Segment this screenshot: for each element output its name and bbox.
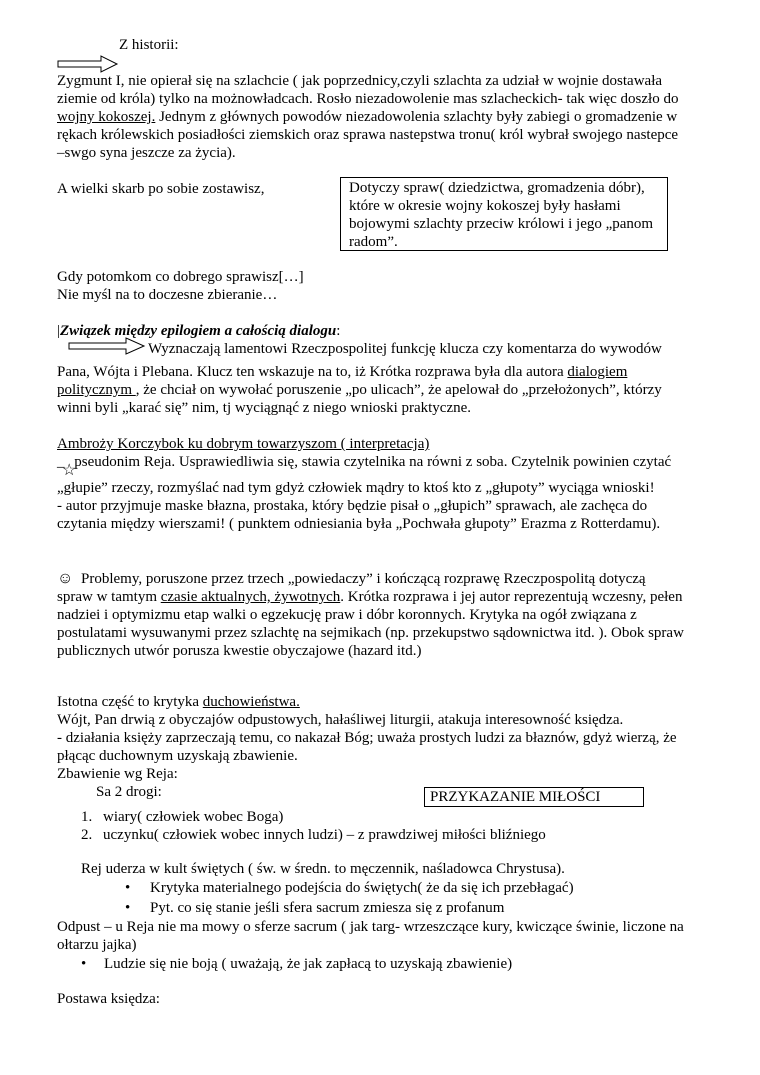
history-line-4: rękach królewskich posiadłości ziemskich oraz sprawa nastepstwa tronu( król wybrał swojego nastepce <box>57 127 679 143</box>
korczybok-heading: Ambroży Korczybok ku dobrym towarzyszom ( interpretacja) <box>57 436 430 452</box>
verse-line-3: Nie myśl na to doczesne zbieranie… <box>57 287 278 303</box>
dialogiem-link: dialogiem <box>567 364 628 380</box>
list-item: Krytyka materialnego podejścia do świętych( że da się ich przebłagać) <box>150 880 574 896</box>
indulgence-line-1: Odpust – u Reja nie ma mowy o sferze sacrum ( jak targ- wrzeszczące kury, kwiczące świnie, liczone na <box>57 919 684 935</box>
problems-line-4: postulatami wysuwanymi przez szlachtę na sejmikach (np. przekupstwo sądownictwa itd. ). Obok spraw <box>57 625 684 641</box>
right-arrow-icon <box>68 337 146 355</box>
relation-line-3: politycznym , że chciał on wywołać poruszenie „po ulicach”, że apelował do „przełożonych”, którzy <box>57 382 662 398</box>
two-ways: Sa 2 drogi: <box>96 784 162 800</box>
priest-heading: Postawa księdza: <box>57 991 160 1007</box>
duchowienstwa-link: duchowieństwa. <box>202 694 300 710</box>
salvation-heading: Zbawienie wg Reja: <box>57 766 178 782</box>
korczybok-line-4: czytania między wierszami! ( punktem odniesiania była „Pochwała głupoty” Erazma z Rotterdamu). <box>57 516 661 532</box>
history-line-5: –swgo syna jeszcze za życia). <box>57 145 236 161</box>
commentary-box-line: bojowymi szlachty przeciw królowi i jego „panom <box>349 216 654 232</box>
bullet-icon: • <box>125 880 131 896</box>
relation-heading: |Związek między epilogiem a całością dialogu: <box>57 323 341 339</box>
korczybok-line-1: _ pseudonim Reja. Usprawiedliwia się, stawia czytelnika na równi z soba. Czytelnik powinien czytać <box>57 454 672 470</box>
commandment-text: PRZYKAZANIE MIŁOŚCI <box>430 789 601 805</box>
commentary-box-line: Dotyczy spraw( dziedzictwa, gromadzenia dóbr), <box>349 180 645 196</box>
indulgence-line-2: ołtarzu jajka) <box>57 937 137 953</box>
history-line-1: Zygmunt I, nie opierał się na szlachcie ( jak poprzednicy,czyli szlachta za udział w wojnie dostawała <box>57 73 663 89</box>
verse-line-2: Gdy potomkom co dobrego sprawisz[…] <box>57 269 304 285</box>
clergy-line-2: Wójt, Pan drwią z obyczajów odpustowych, hałaśliwej liturgii, atakuja interesowność księdza. <box>57 712 624 728</box>
list-number: 1. <box>81 809 93 825</box>
bullet-icon: • <box>81 956 87 972</box>
problems-line-3: nadziei i optymizmu etap walki o egzekucję praw i dóbr koronnych. Krytyka na ogół związana z <box>57 607 637 623</box>
history-line-2: ziemie od króla) tylko na możnowładcach. Rosło niezadowolenie mas szlacheckich- tak więc doszło do <box>57 91 679 107</box>
list-number: 2. <box>81 827 93 843</box>
verse-line-1: A wielki skarb po sobie zostawisz, <box>57 181 265 197</box>
list-item: uczynku( człowiek wobec innych ludzi) – z prawdziwej miłości bliźniego <box>103 827 546 843</box>
list-item: Ludzie się nie boją ( uważają, że jak zapłacą to uzyskają zbawienie) <box>104 956 513 972</box>
problems-line-5: publicznych utwór porusza kwestie obyczajowe (hazard itd.) <box>57 643 422 659</box>
list-item: Pyt. co się stanie jeśli sfera sacrum zmiesza się z profanum <box>150 900 505 916</box>
problems-line-1: Problemy, poruszone przez trzech „powiedaczy” i kończącą rozprawę Rzeczpospolitą dotyczą <box>81 571 646 587</box>
korczybok-line-3: - autor przyjmuje maske błazna, prostaka, który będzie pisał o „głupich” sprawach, ale zachęca do <box>57 498 648 514</box>
star-icon: ☆ <box>62 462 77 479</box>
history-line-3: wojny kokoszej. Jednym z głównych powodów niezadowolenia szlachty były zabiegi o gromadzenie w <box>57 109 678 125</box>
relation-heading-text: Związek między epilogiem a całością dialogu <box>60 323 337 339</box>
problems-line-2: spraw w tamtym czasie aktualnych, żywotnych. Krótka rozprawa i jej autor reprezentują wczesny, pełen <box>57 589 683 605</box>
relation-line-2: Pana, Wójta i Plebana. Klucz ten wskazuje na to, iż Krótka rozprawa była dla autora dialogiem <box>57 364 628 380</box>
korczybok-line-2: „głupie” rzeczy, rozmyślać nad tym gdyż człowiek mądry to ktoś kto z „głupoty” wyciąga wnioski! <box>57 480 655 496</box>
commentary-box-line: radom”. <box>349 234 398 250</box>
commentary-box <box>340 177 668 251</box>
history-heading: Z historii: <box>119 37 179 53</box>
list-item: wiary( człowiek wobec Boga) <box>103 809 284 825</box>
commandment-box <box>424 787 644 807</box>
smiley-icon: ☺ <box>57 570 74 587</box>
relation-line-1: Wyznaczają lamentowi Rzeczpospolitej funkcję klucza czy komentarza do wywodów <box>148 341 662 357</box>
commentary-box-line: które w okresie wojny kokoszej były hasłami <box>349 198 621 214</box>
czasie-aktualnych-link: czasie aktualnych, żywotnych <box>160 589 341 605</box>
saints-line: Rej uderza w kult świętych ( św. w średn. to męczennik, naśladowca Chrystusa). <box>81 861 565 877</box>
bullet-icon: • <box>125 900 131 916</box>
clergy-line-1: Istotna część to krytyka duchowieństwa. <box>57 694 300 710</box>
clergy-line-4: płącąc duchownym uzyskają zbawienie. <box>57 748 298 764</box>
clergy-line-3: - działania księży zaprzeczają temu, co nakazał Bóg; uważa prostych ludzi za błaznów, gdyż wierzą, że <box>57 730 677 746</box>
relation-line-4: winni byli „karać się” nim, tj wyciągnąć z niego wnioski praktyczne. <box>57 400 472 416</box>
right-arrow-icon <box>57 55 119 73</box>
politycznym-link: politycznym <box>57 382 136 398</box>
wojny-kokoszej-link: wojny kokoszej. <box>57 109 156 125</box>
